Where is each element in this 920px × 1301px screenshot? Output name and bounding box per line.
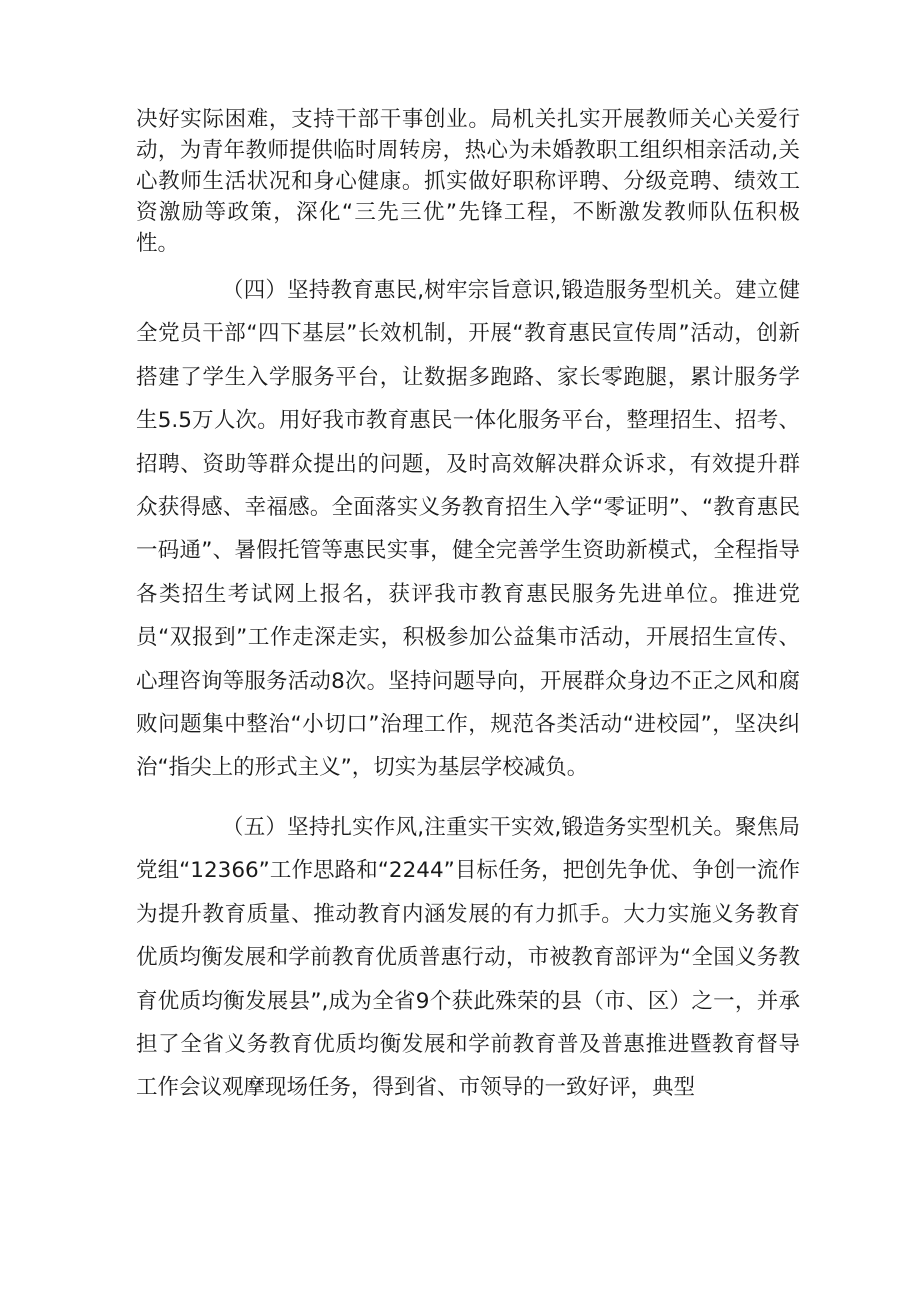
paragraph-education-benefit: （四）坚持教育惠民,树牢宗旨意识,锻造服务型机关。建立健全党员干部“四下基层”长效机制，开展“教育惠民宣传周”活动，创新搭建了学生入学服务平台，让数据多跑路、家长零跑腿，累计服务学生5.5万人次。用好我市教育惠民一体化服务平台，整理招生、招考、招聘、资助等群众提出的问题，及时高效解决群众诉求，有效提升群众获得感、幸福感。全面落实义务教育招生入学“零证明”、“教育惠民一码通”、暑假托管等惠民实事，健全完善学生资助新模式，全程指导各类招生考试网上报名，获评我市教育惠民服务先进单位。推进党员“双报到”工作走深走实，积极参加公益集市活动，开展招生宣传、心理咨询等服务活动8次。坚持问题导向，开展群众身边不正之风和腐败问题集中整治“小切口”治理工作，规范各类活动“进校园”，坚决纠治“指尖上的形式主义”，切实为基层学校减负。 [136, 278, 800, 781]
paragraph-teacher-care: 决好实际困难，支持干部干事创业。局机关扎实开展教师关心关爱行动，为青年教师提供临时周转房，热心为未婚教职工组织相亲活动,关心教师生活状况和身心健康。抓实做好职称评聘、分级竞聘、绩效工资激励等政策，深化“三先三优”先锋工程，不断激发教师队伍积极性。 [136, 107, 800, 256]
paragraph-practical-style: （五）坚持扎实作风,注重实干实效,锻造务实型机关。聚焦局党组“12366”工作思路和“2244”目标任务，把创先争优、争创一流作为提升教育质量、推动教育内涵发展的有力抓手。大力实施义务教育优质均衡发展和学前教育优质普惠行动，市被教育部评为“全国义务教育优质均衡发展县”,成为全省9个获此殊荣的县（市、区）之一，并承担了全省义务教育优质均衡发展和学前教育普及普惠推进暨教育督导工作会议观摩现场任务，得到省、市领导的一致好评，典型 [136, 814, 800, 1101]
